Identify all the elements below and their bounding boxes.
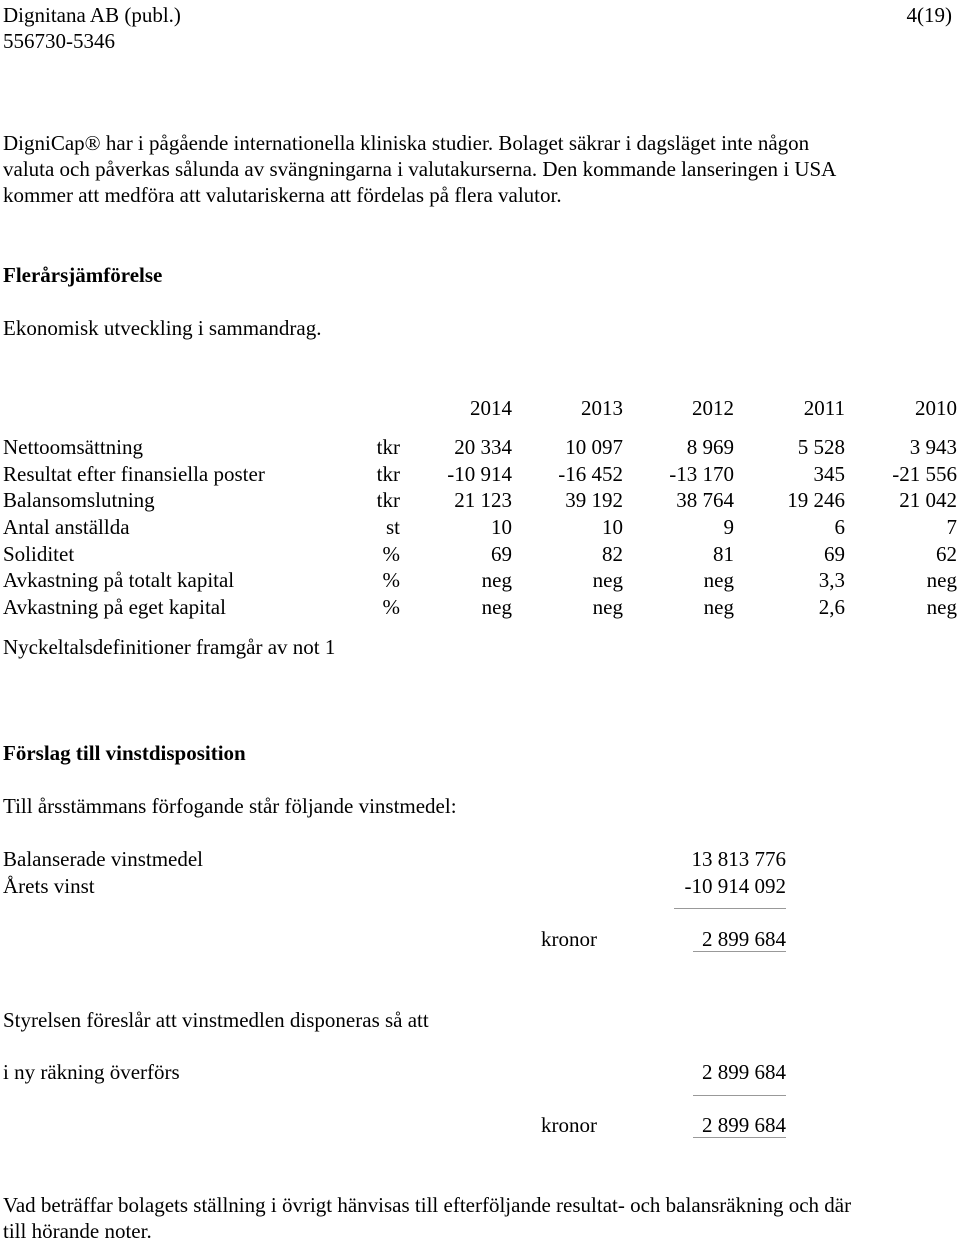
proposal-total-label: kronor	[541, 1113, 597, 1137]
row-label: Soliditet	[3, 542, 75, 566]
row-value: -21 556	[892, 462, 957, 486]
item-amount: 13 813 776	[691, 847, 786, 871]
multi-year-heading: Flerårsjämförelse	[3, 263, 163, 287]
row-value: neg	[592, 568, 623, 592]
row-value: neg	[703, 595, 734, 619]
proposal-total-amount: 2 899 684	[702, 1113, 786, 1137]
row-value: 10	[602, 515, 623, 539]
row-unit: %	[382, 542, 400, 566]
row-value: -13 170	[669, 462, 734, 486]
row-unit: %	[382, 595, 400, 619]
year-header: 2014	[470, 396, 512, 420]
row-value: 19 246	[787, 488, 845, 512]
row-value: 3 943	[909, 435, 957, 459]
sum-rule	[674, 908, 786, 909]
row-label: Resultat efter finansiella poster	[3, 462, 265, 486]
proposal-item-amount: 2 899 684	[702, 1060, 786, 1084]
row-value: 9	[723, 515, 734, 539]
row-unit: tkr	[376, 488, 400, 512]
proposal-item-label: i ny räkning överförs	[3, 1060, 180, 1084]
proposal-text: Styrelsen föreslår att vinstmedlen disponeras så att	[3, 1008, 429, 1032]
total-label: kronor	[541, 927, 597, 951]
row-label: Avkastning på eget kapital	[3, 595, 226, 619]
year-header: 2012	[692, 396, 734, 420]
row-value: 39 192	[565, 488, 623, 512]
org-number: 556730-5346	[3, 29, 115, 53]
year-header: 2013	[581, 396, 623, 420]
row-value: neg	[926, 568, 957, 592]
row-value: 7	[946, 515, 957, 539]
row-value: neg	[481, 595, 512, 619]
company-name: Dignitana AB (publ.)	[3, 3, 181, 27]
table-footnote: Nyckeltalsdefinitioner framgår av not 1	[3, 635, 336, 659]
row-value: 21 042	[899, 488, 957, 512]
page-number: 4(19)	[906, 3, 952, 27]
row-unit: st	[385, 515, 400, 539]
row-value: 82	[602, 542, 623, 566]
row-value: -10 914	[447, 462, 512, 486]
appropriation-intro: Till årsstämmans förfogande står följande vinstmedel:	[3, 794, 457, 818]
row-label: Nettoomsättning	[3, 435, 143, 459]
row-label: Avkastning på totalt kapital	[3, 568, 235, 592]
row-value: 69	[824, 542, 845, 566]
closing-line-1: Vad beträffar bolagets ställning i övrigt hänvisas till efterföljande resultat- och balansräkning och där	[3, 1193, 852, 1217]
row-value: 81	[713, 542, 734, 566]
intro-line-1: DigniCap® har i pågående internationella kliniska studier. Bolaget säkrar i dagsläget inte någon	[3, 131, 810, 155]
item-label: Balanserade vinstmedel	[3, 847, 204, 871]
row-value: 6	[834, 515, 845, 539]
intro-line-2: valuta och påverkas sålunda av svängningarna i valutakurserna. Den kommande lanseringen i USA	[3, 157, 837, 181]
year-header: 2010	[915, 396, 957, 420]
row-unit: tkr	[376, 462, 400, 486]
row-value: 21 123	[454, 488, 512, 512]
row-value: 10	[491, 515, 512, 539]
row-value: 20 334	[454, 435, 512, 459]
row-value: 38 764	[676, 488, 734, 512]
row-value: neg	[926, 595, 957, 619]
total-underline	[693, 951, 786, 952]
row-label: Antal anställda	[3, 515, 130, 539]
row-value: 3,3	[818, 568, 845, 592]
row-label: Balansomslutning	[3, 488, 155, 512]
closing-line-2: till hörande noter.	[3, 1219, 152, 1243]
row-value: 8 969	[686, 435, 734, 459]
row-value: -16 452	[558, 462, 623, 486]
year-header: 2011	[803, 396, 845, 420]
row-value: neg	[592, 595, 623, 619]
row-value: 62	[936, 542, 957, 566]
appropriation-heading: Förslag till vinstdisposition	[3, 741, 246, 765]
item-label: Årets vinst	[3, 874, 95, 898]
row-value: 10 097	[565, 435, 623, 459]
row-value: 345	[813, 462, 845, 486]
multi-year-subheading: Ekonomisk utveckling i sammandrag.	[3, 316, 322, 340]
row-unit: %	[382, 568, 400, 592]
sum-rule	[693, 1095, 786, 1096]
row-value: 2,6	[818, 595, 845, 619]
row-value: 69	[491, 542, 512, 566]
row-value: 5 528	[797, 435, 845, 459]
total-underline	[693, 1137, 786, 1138]
item-amount: -10 914 092	[684, 874, 786, 898]
intro-line-3: kommer att medföra att valutariskerna att fördelas på flera valutor.	[3, 183, 562, 207]
total-amount: 2 899 684	[702, 927, 786, 951]
row-value: neg	[481, 568, 512, 592]
row-value: neg	[703, 568, 734, 592]
row-unit: tkr	[376, 435, 400, 459]
